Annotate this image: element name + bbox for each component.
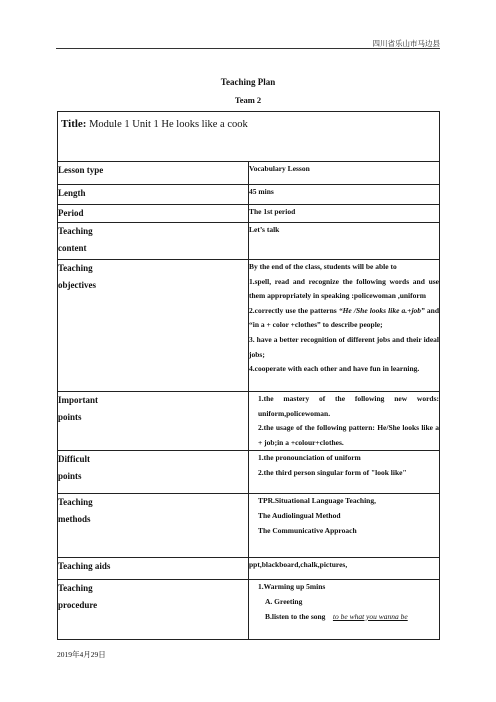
title-cell [58, 112, 440, 162]
difficult-item-1: 1.the pronounciation of uniform [258, 453, 361, 463]
period-label: Period [58, 205, 249, 223]
difficult-item-2: 2.the third person singular form of "look like" [258, 467, 407, 477]
important-points-value [249, 392, 440, 451]
row-lesson-type [58, 162, 440, 185]
row-teaching-procedure [58, 580, 440, 640]
objective-item-3: 3. have a better recognition of different jobs and their ideal jobs; [249, 334, 439, 359]
objective-item-2: 2.correctly use the patterns “He /She looks like a.+job” and “in a + color +clothes” to describe people; [249, 305, 440, 330]
teaching-procedure-value [249, 580, 440, 640]
row-length [58, 185, 440, 205]
objectives-intro: By the end of the class, students will be able to [249, 262, 397, 271]
row-important-points [58, 392, 440, 451]
procedure-step-1: 1.Warming up 5mins [258, 582, 326, 592]
teaching-procedure-label: Teaching procedure [58, 580, 249, 640]
teaching-content-label: Teaching content [58, 223, 249, 260]
teaching-plan-table [57, 111, 440, 640]
title-label: Title: [61, 118, 87, 130]
difficult-points-label: Difficult points [58, 451, 249, 494]
teaching-methods-value [249, 494, 440, 558]
teaching-aids-value: ppt,blackboard,chalk,pictures, [249, 558, 440, 580]
method-item-2: The Audiolingual Method [258, 510, 341, 520]
important-item-2: 2.the usage of the following pattern: He/She looks like a + job;in a +colour+clothes. [258, 423, 439, 447]
document-title: Teaching Plan [220, 77, 276, 87]
length-label: Length [58, 185, 249, 205]
title-value: Module 1 Unit 1 He looks like a cook [86, 119, 248, 130]
row-teaching-content [58, 223, 440, 260]
team-label: Team 2 [234, 95, 262, 105]
period-value: The 1st period [249, 205, 440, 223]
procedure-step-b: B.listen to the song to be what you wanna be [265, 611, 408, 621]
row-teaching-objectives [58, 260, 440, 392]
row-period [58, 205, 440, 223]
difficult-points-value [249, 451, 440, 494]
footer-date: 2019年4月29日 [57, 650, 106, 659]
lesson-type-label: Lesson type [58, 162, 249, 185]
lesson-type-value: Vocabulary Lesson [249, 162, 440, 185]
objective-item-4: 4.cooperate with each other and have fun in learning. [249, 364, 420, 374]
row-title [58, 112, 440, 162]
row-teaching-methods [58, 494, 440, 558]
header-location: 四川省乐山市马边县 [372, 39, 440, 48]
teaching-aids-label: Teaching aids [58, 558, 249, 580]
row-difficult-points [58, 451, 440, 494]
important-item-1: 1.the mastery of the following new words: uniform,policewoman. [258, 394, 439, 418]
procedure-step-a: A. Greeting [265, 596, 303, 606]
objective-item-1: 1.spell, read and recognize the following words and use them appropriately in speaking :policewoman ,uniform [249, 276, 439, 301]
length-value: 45 mins [249, 185, 440, 205]
teaching-content-value: Let’s talk [249, 223, 440, 260]
important-points-label: Important points [58, 392, 249, 451]
teaching-objectives-label: Teaching objectives [58, 260, 249, 392]
method-item-3: The Communicative Approach [258, 525, 357, 535]
row-teaching-aids [58, 558, 440, 580]
teaching-objectives-value [249, 260, 440, 392]
method-item-1: TPR.Situational Language Teaching, [258, 496, 376, 506]
header-rule [56, 48, 440, 49]
song-title: to be what you wanna be [332, 611, 408, 621]
teaching-methods-label: Teaching methods [58, 494, 249, 558]
